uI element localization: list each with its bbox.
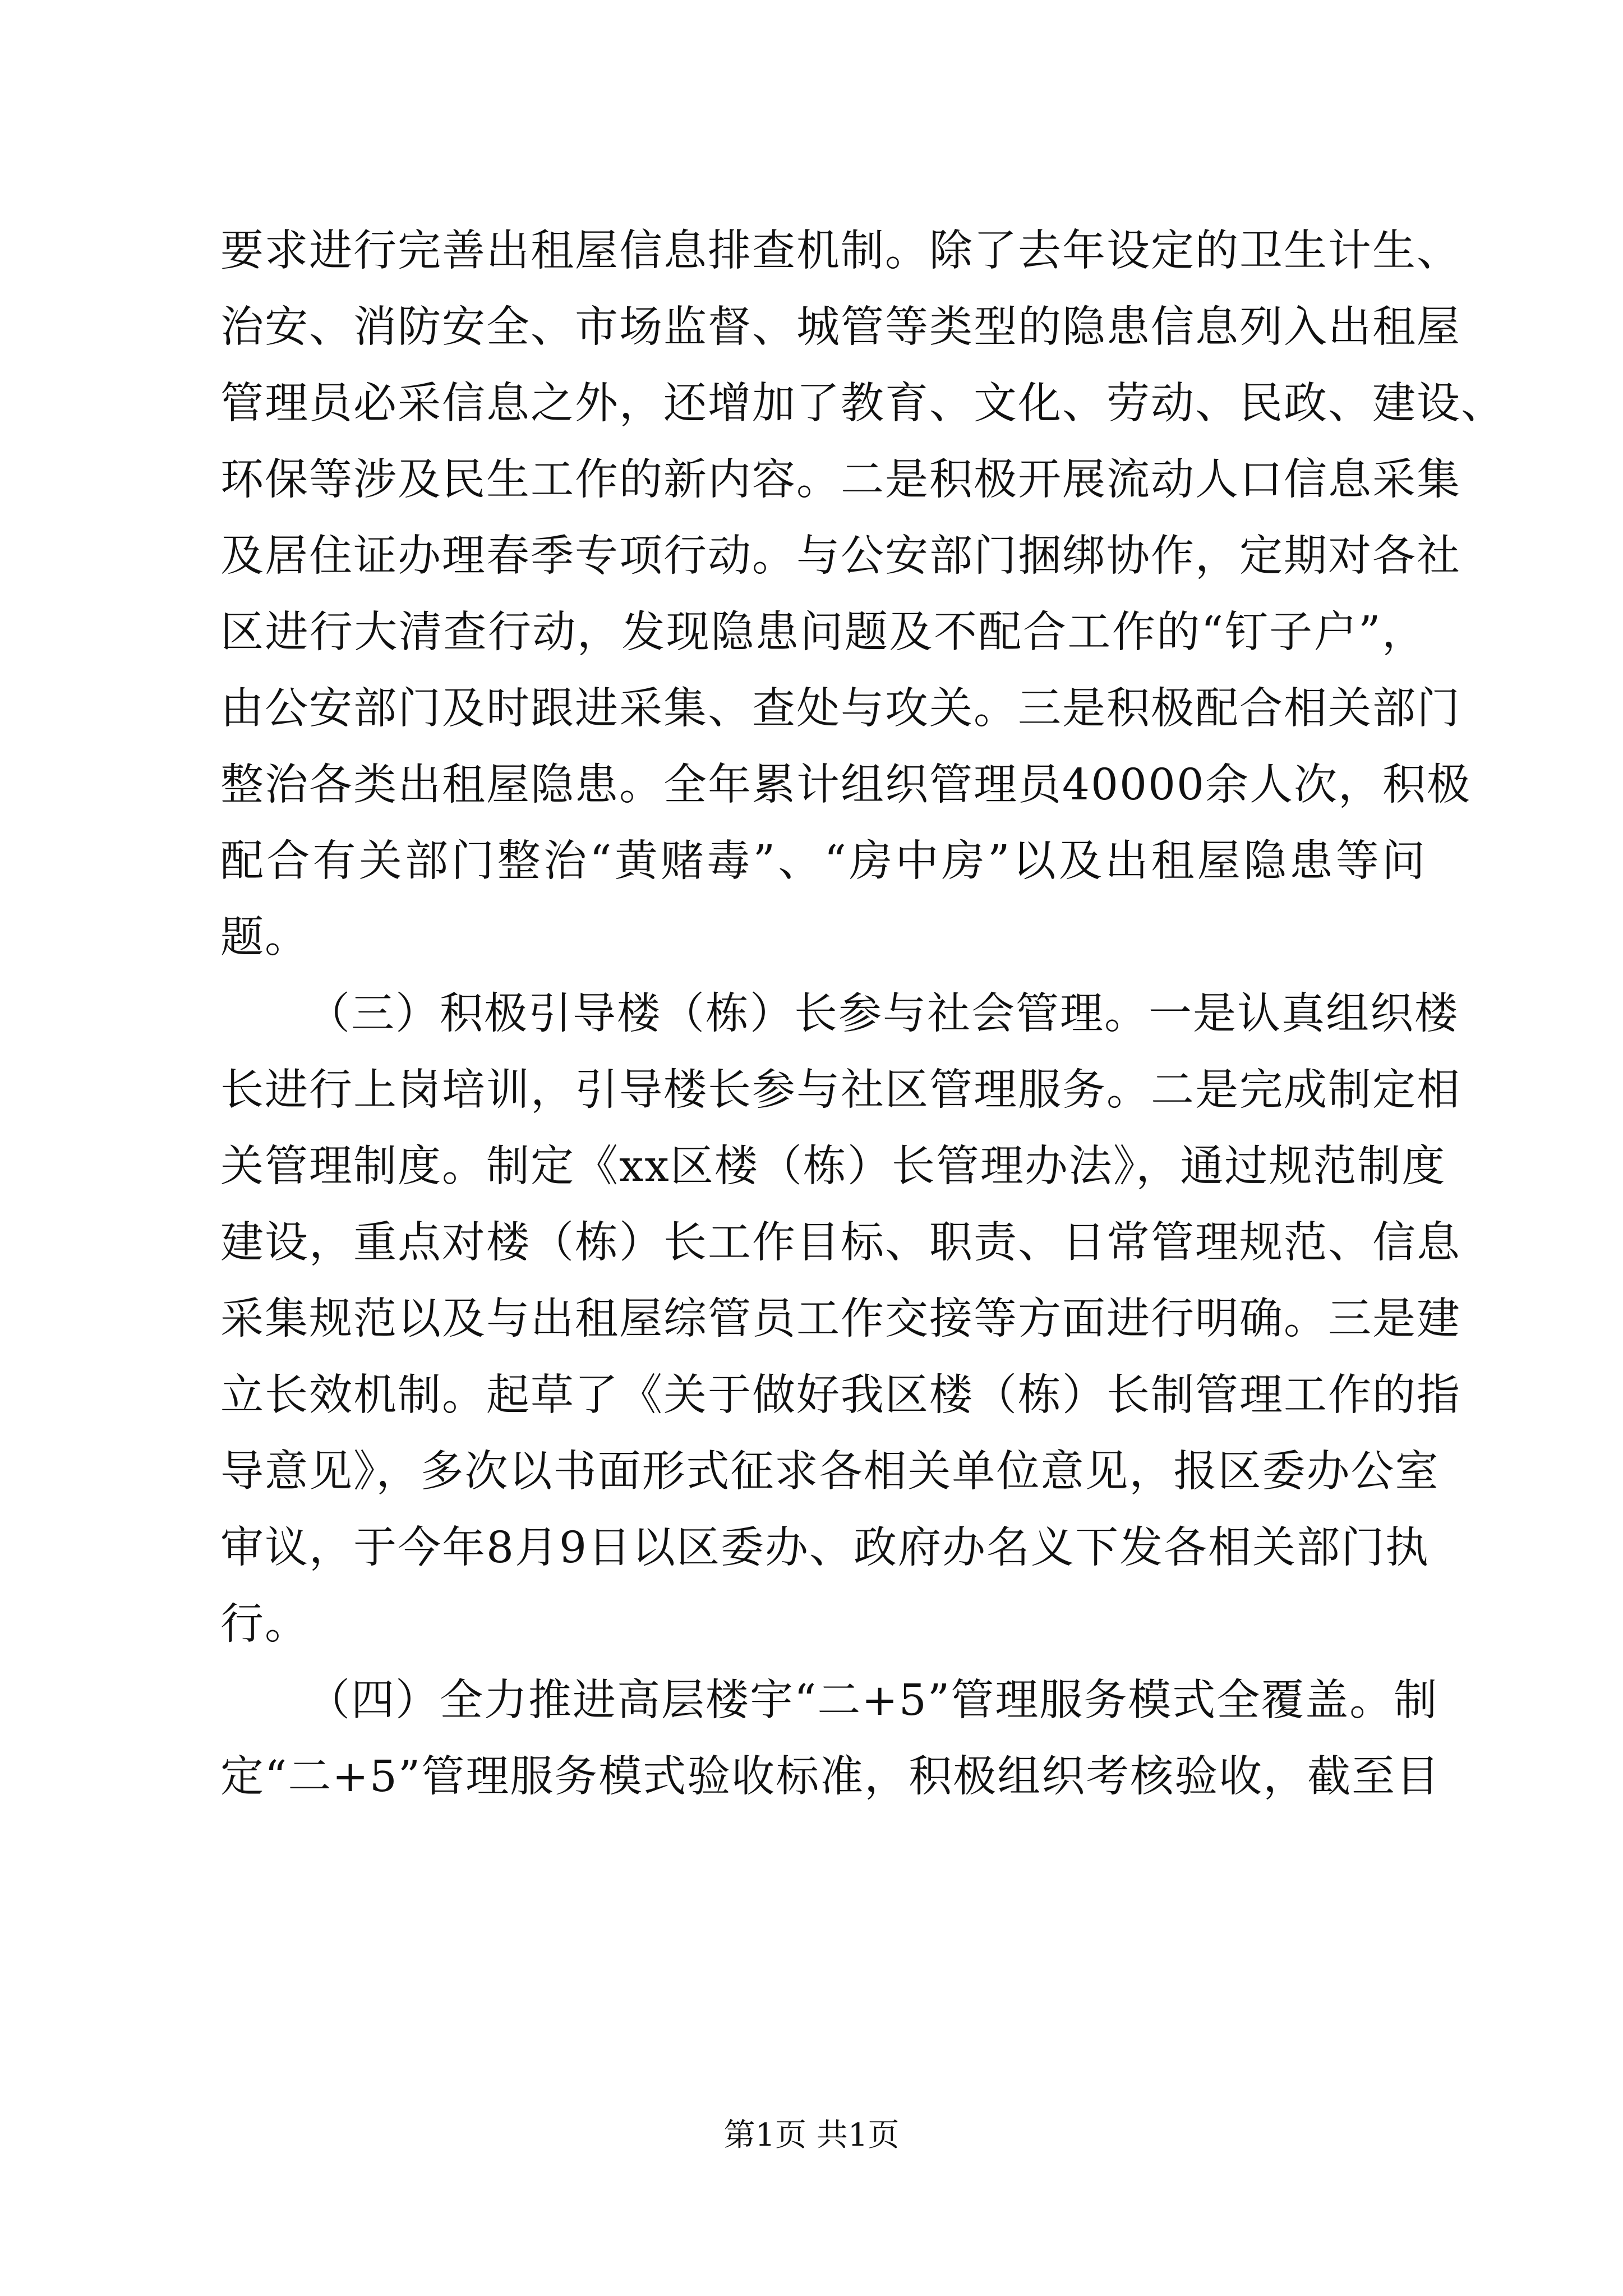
text-line: 导意见》，多次以书面形式征求各相关单位意见，报区委办公室 [220,1447,1440,1497]
page-footer [0,2116,1623,2155]
text-line: 配合有关部门整治“黄赌毒”、“房中房”以及出租屋隐患等问 [220,836,1426,886]
body-text [220,213,1505,1815]
text-line: 长进行上岗培训，引导楼长参与社区管理服务。二是完成制定相 [220,1065,1461,1115]
text-line: 行。 [220,1599,309,1649]
text-line: 及居住证办理春季专项行动。与公安部门捆绑协作，定期对各社 [220,531,1461,581]
text-line: 区进行大清查行动，发现隐患问题及不配合工作的“钉子户”， [220,608,1426,657]
text-line: 关管理制度。制定《xx区楼（栋）长管理办法》，通过规范制度 [220,1142,1446,1191]
text-line: 由公安部门及时跟进采集、查处与攻关。三是积极配合相关部门 [220,684,1461,734]
text-line: 治安、消防安全、市场监督、城管等类型的隐患信息列入出租屋 [220,302,1461,352]
paragraph-heading-line: （三）积极引导楼（栋）长参与社会管理。一是认真组织楼 [307,989,1459,1039]
text-line: 审议，于今年8月9日以区委办、政府办名义下发各相关部门执 [220,1523,1430,1573]
text-line: 要求进行完善出租屋信息排查机制。除了去年设定的卫生计生、 [220,226,1461,276]
text-line: 建设，重点对楼（栋）长工作目标、职责、日常管理规范、信息 [220,1218,1461,1268]
page-number-label: 第1页 共1页 [723,2117,900,2154]
text-line: 采集规范以及与出租屋综管员工作交接等方面进行明确。三是建 [220,1294,1461,1344]
paragraph-heading-line: （四）全力推进高层楼宇“二+5”管理服务模式全覆盖。制 [307,1676,1438,1726]
text-line: 定“二+5”管理服务模式验收标准，积极组织考核验收，截至目 [220,1752,1441,1802]
text-line: 管理员必采信息之外，还增加了教育、文化、劳动、民政、建设、 [220,379,1505,429]
text-line: 立长效机制。起草了《关于做好我区楼（栋）长制管理工作的指 [220,1370,1461,1420]
text-line: 环保等涉及民生工作的新内容。二是积极开展流动人口信息采集 [220,455,1461,505]
text-line: 整治各类出租屋隐患。全年累计组织管理员40000余人次，积极 [220,760,1471,810]
text-line: 题。 [220,913,309,963]
